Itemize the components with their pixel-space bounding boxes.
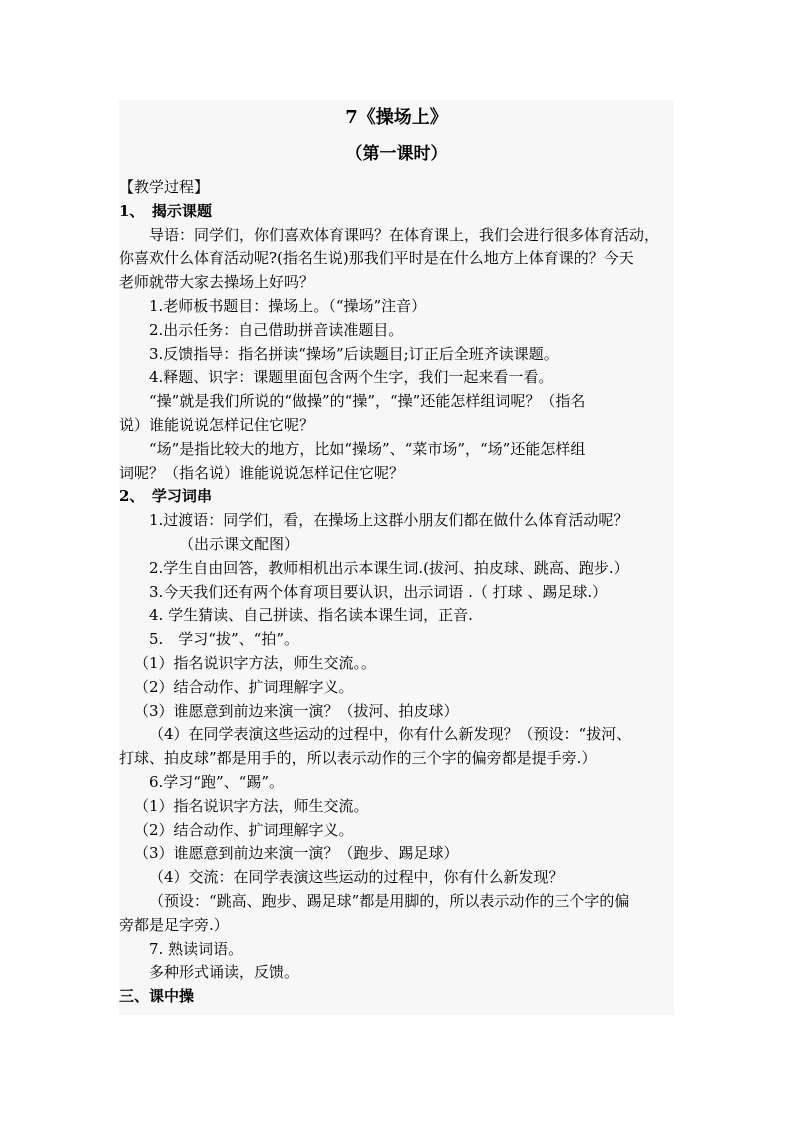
- list-item: 3.今天我们还有两个体育项目要认识，出示词语 .（ 打球 、踢足球.）: [149, 582, 608, 601]
- paragraph-line: 导语：同学们，你们喜欢体育课吗？在体育课上，我们会进行很多体育活动，: [149, 225, 660, 244]
- list-item: 2.学生自由回答，教师相机出示本课生词.(拔河、拍皮球、跳高、跑步.）: [149, 558, 629, 577]
- list-item: 4.释题、识字：课题里面包含两个生字，我们一起来看一看。: [149, 368, 554, 387]
- paragraph-line: 你喜欢什么体育活动呢?(指名生说)那我们平时是在什么地方上体育课的？今天: [119, 249, 634, 268]
- list-item: 4. 学生猜读、自己拼读、指名读本课生词，正音.: [149, 606, 473, 625]
- list-item: 5. 学习“拔”、“拍”。: [149, 630, 299, 649]
- section-label: 【教学过程】: [119, 178, 210, 196]
- list-item: （3）谁愿意到前边来演一演？（跑步、踢足球）: [134, 844, 459, 863]
- list-item: （3）谁愿意到前边来演一演？（拔河、拍皮球）: [134, 701, 459, 720]
- paragraph-line: 打球、拍皮球”都是用手的，所以表示动作的三个字的偏旁都是提手旁.）: [119, 749, 597, 768]
- document-body: [119, 100, 674, 1015]
- paragraph-line: 旁都是足字旁.）: [119, 915, 229, 934]
- list-item: （1）指名说识字方法，师生交流。: [134, 796, 369, 815]
- list-item: （2）结合动作、扩词理解字义。: [134, 677, 354, 696]
- document-title: 7《操场上》: [345, 107, 448, 128]
- paragraph-line: “场”是指比较大的地方，比如“操场”、“菜市场”，“场”还能怎样组: [149, 439, 586, 458]
- list-item: 3.反馈指导：指名拼读“操场”后读题目;订正后全班齐读课题。: [149, 344, 559, 363]
- paragraph-line: 词呢？（指名说）谁能说说怎样记住它呢？: [119, 463, 405, 482]
- list-item: 6.学习“跑”、“踢”。: [149, 772, 284, 791]
- list-item: （2）结合动作、扩词理解字义。: [134, 820, 354, 839]
- paragraph-line: 老师就带大家去操场上好吗？: [119, 273, 315, 292]
- paragraph-line: （出示课文配图）: [179, 534, 300, 553]
- section-heading: 1、 揭示课题: [119, 201, 212, 220]
- section-heading: 三、课中操: [119, 987, 195, 1006]
- list-item: 1.老师板书题目：操场上。（“操场”注音）: [149, 296, 427, 315]
- list-item: 1.过渡语：同学们，看，在操场上这群小朋友们都在做什么体育活动呢？: [149, 511, 629, 530]
- list-item: （4）在同学表演这些运动的过程中，你有什么新发现？（预设：“拔河、: [149, 725, 632, 744]
- list-item: 7. 熟读词语。: [149, 939, 244, 958]
- paragraph-line: 多种形式诵读，反馈。: [149, 963, 300, 982]
- document-subtitle: （第一课时）: [345, 144, 448, 164]
- list-item: 2.出示任务：自己借助拼音读准题目。: [149, 320, 404, 339]
- paragraph-line: （预设：“跳高、跑步、踢足球”都是用脚的，所以表示动作的三个字的偏: [149, 891, 630, 910]
- list-item: （4）交流：在同学表演这些运动的过程中，你有什么新发现？: [149, 868, 564, 887]
- list-item: （1）指名说识字方法，师生交流。。: [134, 653, 377, 672]
- paragraph-line: 说）谁能说说怎样记住它呢？: [119, 415, 315, 434]
- section-heading: 2、 学习词串: [119, 487, 212, 506]
- paragraph-line: “操”就是我们所说的“做操”的“操”，“操”还能怎样组词呢？（指名: [149, 392, 586, 411]
